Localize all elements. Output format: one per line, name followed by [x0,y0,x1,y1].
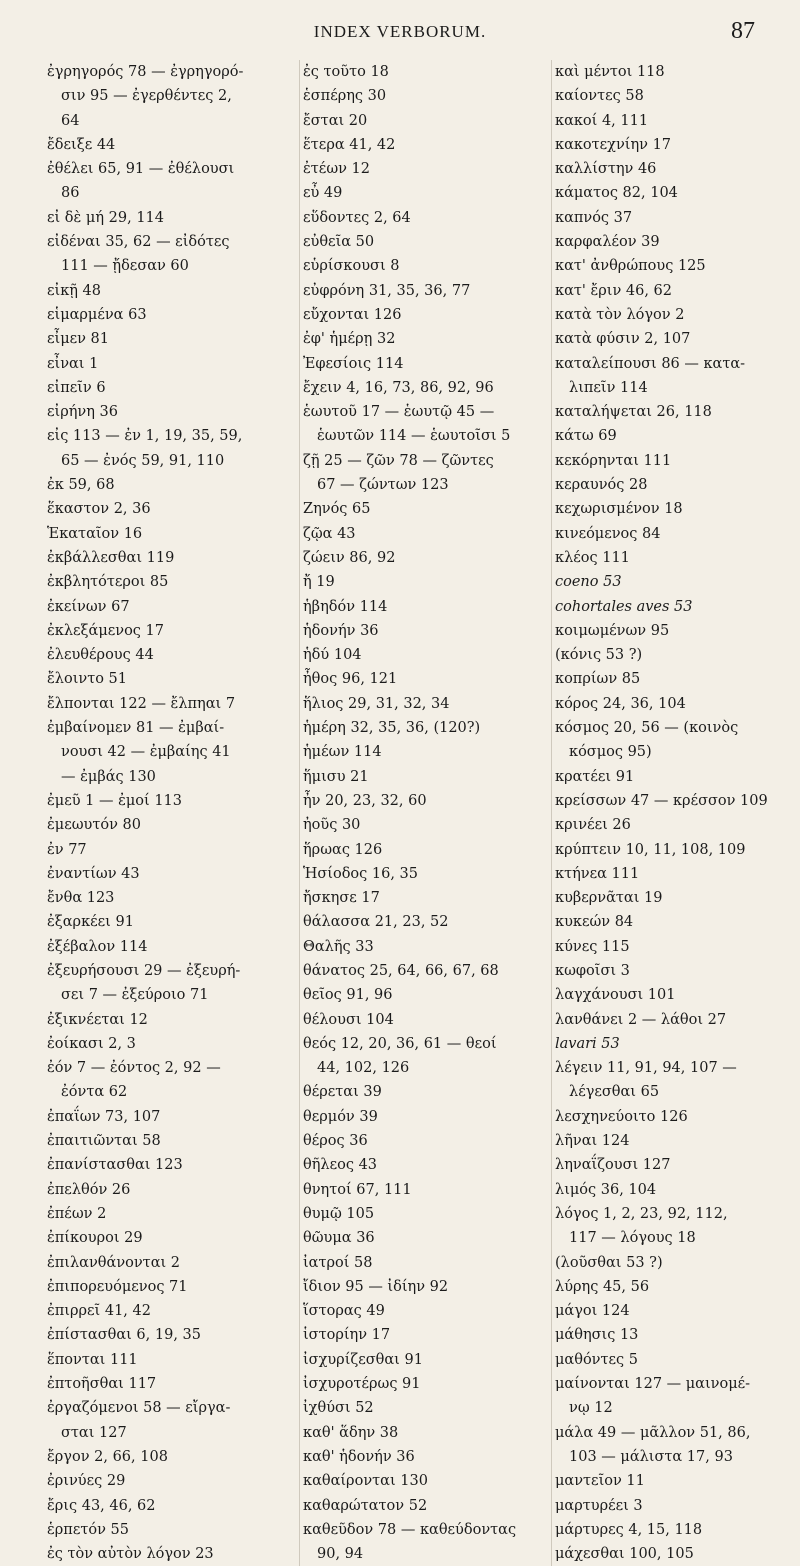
index-entry: ἐπαιτιῶνται 58 [47,1133,161,1150]
index-entry: κινεόμενος 84 [555,525,661,542]
index-entry: ἔδειξε 44 [47,136,116,153]
index-entry: νῳ 12 [569,1400,613,1417]
index-entry: ἐπελθόν 26 [47,1181,131,1198]
index-entry: ἐναντίων 43 [47,865,140,882]
index-entry: ἰατροί 58 [303,1254,373,1271]
index-entry: ἵστορας 49 [303,1303,385,1320]
index-entry: (λοῦσθαι 53 ?) [555,1254,663,1271]
index-entry: κατ' ἔριν 46, 62 [555,282,673,299]
index-entry: ἡμέων 114 [303,744,382,761]
index-entry: ἐπέων 2 [47,1205,107,1222]
index-entry: ἐξέβαλον 114 [47,938,148,955]
index-entry: σει 7 — ἐξεύροιο 71 [61,987,209,1004]
index-entry: ληναΐζουσι 127 [555,1157,671,1174]
index-entry: θεῖος 91, 96 [303,987,393,1004]
index-entry: καθ' ἡδονήν 36 [303,1448,415,1465]
index-entry: μάθησις 13 [555,1327,639,1344]
index-entry: ἐν 77 [47,841,87,858]
index-entry: ἕτερα 41, 42 [303,136,396,153]
index-entry: μαθόντες 5 [555,1351,638,1368]
index-entry: ἐργαζόμενοι 58 — εἴργα- [47,1400,231,1417]
index-entry: κακοί 4, 111 [555,112,649,129]
index-entry: ἑσπέρης 30 [303,88,387,105]
index-entry: κυκεών 84 [555,914,634,931]
index-entry: θερμόν 39 [303,1108,378,1125]
index-entry: ζῇ 25 — ζῶν 78 — ζῶντες [303,452,494,469]
index-entry: κόσμος 95) [569,744,652,761]
index-entry: ἔλπονται 122 — ἔλπηαι 7 [47,695,236,712]
index-entry: ἐκλεξάμενος 17 [47,622,164,639]
index-entry: καθαρώτατον 52 [303,1497,428,1514]
index-entry: lavari 53 [555,1035,620,1052]
index-entry: ἑωυτῶν 114 — ἑωυτοῖσι 5 [317,428,511,445]
index-entry: ἐπιρρεῖ 41, 42 [47,1303,151,1320]
index-entry: κοιμωμένων 95 [555,622,670,639]
index-entry: καταλείπουσι 86 — κατα- [555,355,746,372]
index-entry: 67 — ζώντων 123 [317,477,449,494]
index-entry: ἐλευθέρους 44 [47,647,154,664]
index-entry: κεραυνός 28 [555,477,648,494]
index-entry: ἐκβλητότεροι 85 [47,574,169,591]
index-entry: ἡβηδόν 114 [303,598,388,615]
index-entry: κρύπτειν 10, 11, 108, 109 [555,841,746,858]
index-entry: 65 — ἐνός 59, 91, 110 [61,452,225,469]
index-column-1 [47,60,279,1566]
index-entry: 117 — λόγους 18 [569,1230,696,1247]
index-entry: ἔνθα 123 [47,890,115,907]
index-entry: 90, 94 [317,1546,364,1563]
index-entry: κόρος 24, 36, 104 [555,695,686,712]
index-entry: ἐτέων 12 [303,161,371,178]
index-entry: μαίνονται 127 — μαινομέ- [555,1376,751,1393]
index-entry: 86 [61,185,80,202]
index-entry: κεκόρηνται 111 [555,452,672,469]
index-entry: εἰδέναι 35, 62 — εἰδότες [47,234,230,251]
index-entry: 103 — μάλιστα 17, 93 [569,1448,733,1465]
index-entry: θῆλεος 43 [303,1157,378,1174]
index-entry: μάλα 49 — μᾶλλον 51, 86, [555,1424,751,1441]
index-entry: θῶυμα 36 [303,1230,375,1247]
index-entry: Ἐφεσίοις 114 [303,355,404,372]
index-entry: ἰσχυροτέρως 91 [303,1376,421,1393]
index-entry: καλλίστην 46 [555,161,657,178]
index-entry: ἔχειν 4, 16, 73, 86, 92, 96 [303,379,494,396]
index-entry: ἦθος 96, 121 [303,671,398,688]
index-entry: Ἡσίοδος 16, 35 [303,865,419,882]
index-entry: ζώειν 86, 92 [303,549,396,566]
index-entry: ἔσται 20 [303,112,368,129]
index-entry: ἐφ' ἡμέρῃ 32 [303,331,396,348]
index-entry: μάρτυρες 4, 15, 118 [555,1521,703,1538]
index-entry: εἰρήνη 36 [47,404,118,421]
index-entry: μάχεσθαι 100, 105 [555,1546,694,1563]
index-entry: εἰπεῖν 6 [47,379,106,396]
index-entry: κρείσσων 47 — κρέσσον 109 [555,792,768,809]
index-entry: καὶ μέντοι 118 [555,64,665,80]
index-entry: εὖ 49 [303,185,343,202]
index-entry: θέλουσι 104 [303,1011,394,1028]
index-entry: coeno 53 [555,574,622,591]
index-entry: κυβερνᾶται 19 [555,890,663,907]
index-entry: ἤσκησε 17 [303,890,380,907]
index-entry: καρφαλέον 39 [555,234,660,251]
index-entry: (κόνις 53 ?) [555,647,643,664]
index-entry: ἐόν 7 — ἐόντος 2, 92 — [47,1060,221,1077]
index-entry: εὔχονται 126 [303,306,402,323]
index-entry: λεσχηνεύοιτο 126 [555,1108,688,1125]
index-entry: ἐρινύες 29 [47,1473,126,1490]
index-entry: ἐκ 59, 68 [47,477,115,494]
index-entry: κατὰ φύσιν 2, 107 [555,331,691,348]
index-entry: ἐπανίστασθαι 123 [47,1157,183,1174]
index-entry: καθαίρονται 130 [303,1473,428,1490]
index-entry: λιπεῖν 114 [569,379,648,396]
index-entry: λῆναι 124 [555,1133,630,1150]
index-entry: θέρεται 39 [303,1084,382,1101]
index-entry: θάλασσα 21, 23, 52 [303,914,449,931]
index-entry: ἔργον 2, 66, 108 [47,1448,168,1465]
index-entry: ἡδύ 104 [303,647,362,664]
index-entry: ἐπιπορευόμενος 71 [47,1278,188,1295]
index-entry: ἐκείνων 67 [47,598,130,615]
index-column-3 [551,60,775,1566]
index-entry: ἐπτοῆσθαι 117 [47,1376,157,1393]
index-entry: ἔρις 43, 46, 62 [47,1497,156,1514]
index-entry: ἥλιος 29, 31, 32, 34 [303,695,450,712]
index-entry: ἐξικνέεται 12 [47,1011,148,1028]
index-entry: λόγος 1, 2, 23, 92, 112, [555,1205,728,1222]
index-entry: λέγειν 11, 91, 94, 107 — [555,1060,737,1077]
index-entry: καταλήψεται 26, 118 [555,404,712,421]
index-entry: ἐμβαίνομεν 81 — ἐμβαί- [47,720,225,737]
index-entry: κύνες 115 [555,938,630,955]
index-entry: ἡμέρη 32, 35, 36, (120?) [303,720,481,737]
index-entry: σιν 95 — ἐγερθέντες 2, [61,88,232,105]
index-entry: εἶναι 1 [47,355,99,372]
index-entry: εὐθεῖα 50 [303,234,375,251]
index-entry: εὕδοντες 2, 64 [303,209,411,226]
index-entry: ἡδονήν 36 [303,622,379,639]
index-entry: ἠοῦς 30 [303,817,361,834]
index-entry: κωφοῖσι 3 [555,962,630,979]
index-entry: σται 127 [61,1424,127,1441]
index-entry: ἐόντα 62 [61,1084,128,1101]
index-entry: ἐγρηγορός 78 — ἐγρηγορό- [47,64,244,80]
index-entry: ζῷα 43 [303,525,356,542]
index-entry: κάτω 69 [555,428,617,445]
index-entry: λανθάνει 2 — λάθοι 27 [555,1011,727,1028]
index-entry: Θαλῆς 33 [303,938,374,955]
page-header [0,0,800,60]
index-entry: κάματος 82, 104 [555,185,678,202]
index-entry: εἰς 113 — ἐν 1, 19, 35, 59, [47,428,243,445]
index-entry: — ἐμβάς 130 [61,768,156,785]
index-entry: κατ' ἀνθρώπους 125 [555,258,706,275]
index-entry: ἐπίστασθαι 6, 19, 35 [47,1327,201,1344]
index-entry: ἐθέλει 65, 91 — ἐθέλουσι [47,161,235,178]
index-entry: λέγεσθαι 65 [569,1084,660,1101]
index-entry: ἥρωας 126 [303,841,383,858]
index-entry: cohortales aves 53 [555,598,693,615]
index-entry: θέρος 36 [303,1133,368,1150]
index-entry: κοπρίων 85 [555,671,641,688]
index-entry: 111 — ᾔδεσαν 60 [61,258,189,275]
index-entry: ἐξαρκέει 91 [47,914,134,931]
index-entry: καθεῦδον 78 — καθεύδοντας [303,1521,517,1538]
running-title: INDEX VERBORUM. [313,22,487,41]
index-entry: θάνατος 25, 64, 66, 67, 68 [303,962,499,979]
index-entry: 44, 102, 126 [317,1060,410,1077]
index-entry: εἶμεν 81 [47,331,110,348]
index-entry: θεός 12, 20, 36, 61 — θεοί [303,1035,497,1052]
index-entry: καθ' ἅδην 38 [303,1424,399,1441]
index-entry: ἐπίκουροι 29 [47,1230,143,1247]
index-entry: εὐφρόνη 31, 35, 36, 77 [303,282,471,299]
index-entry: 64 [61,112,80,129]
index-entry: ἕκαστον 2, 36 [47,501,151,518]
index-entry: ἥμισυ 21 [303,768,369,785]
index-entry: κτήνεα 111 [555,865,640,882]
index-entry: Ἑκαταῖον 16 [47,525,143,542]
index-entry: μάγοι 124 [555,1303,630,1320]
index-entry: ἕπονται 111 [47,1351,138,1368]
index-entry: ἐξευρήσουσι 29 — ἐξευρή- [47,962,241,979]
index-entry: λιμός 36, 104 [555,1181,657,1198]
index-entry: μαντεῖον 11 [555,1473,645,1490]
index-entry: ἑρπετόν 55 [47,1521,129,1538]
index-entry: ἔλοιντο 51 [47,671,128,688]
index-entry: κατὰ τὸν λόγον 2 [555,306,685,323]
index-entry: κόσμος 20, 56 — (κοινὸς [555,720,739,737]
index-entry: καπνός 37 [555,209,633,226]
index-entry: ἐς τὸν αὐτὸν λόγον 23 [47,1546,214,1563]
index-entry: ἴδιον 95 — ἰδίην 92 [303,1278,449,1295]
index-entry: καίοντες 58 [555,88,644,105]
index-entry: κεχωρισμένον 18 [555,501,683,518]
index-entry: μαρτυρέει 3 [555,1497,643,1514]
index-entry: εὑρίσκουσι 8 [303,258,400,275]
index-entry: ἐμεωυτόν 80 [47,817,141,834]
index-entry: ἱστορίην 17 [303,1327,391,1344]
index-entry: ἐπιλανθάνονται 2 [47,1254,181,1271]
index-entry: ἐμεῦ 1 — ἐμοί 113 [47,792,182,809]
index-entry: λύρης 45, 56 [555,1278,650,1295]
index-entry: ἰχθύσι 52 [303,1400,374,1417]
index-entry: κλέος 111 [555,549,630,566]
index-entry: ἦν 20, 23, 32, 60 [303,792,427,809]
index-column-2 [299,60,533,1566]
index-entry: θνητοί 67, 111 [303,1181,412,1198]
index-entry: ἐοίκασι 2, 3 [47,1035,136,1052]
index-entry: κρινέει 26 [555,817,631,834]
index-entry: ἐς τοῦτο 18 [303,64,389,80]
index-entry: Ζηνός 65 [303,501,371,518]
index-entry: κακοτεχνίην 17 [555,136,672,153]
index-entry: ἤ 19 [303,574,335,591]
index-entry: ἐκβάλλεσθαι 119 [47,549,175,566]
index-entry: εἰ δὲ μή 29, 114 [47,209,164,226]
index-entry: ἰσχυρίζεσθαι 91 [303,1351,423,1368]
page-number: 87 [731,18,755,44]
index-entry: ἐπαΐων 73, 107 [47,1108,161,1125]
index-entry: ἑωυτοῦ 17 — ἑωυτῷ 45 — [303,404,495,421]
index-entry: λαγχάνουσι 101 [555,987,676,1004]
index-entry: εἱμαρμένα 63 [47,306,147,323]
index-entry: κρατέει 91 [555,768,635,785]
index-entry: νουσι 42 — ἐμβαίης 41 [61,744,231,761]
index-entry: εἰκῇ 48 [47,282,102,299]
index-entry: θυμῷ 105 [303,1205,375,1222]
